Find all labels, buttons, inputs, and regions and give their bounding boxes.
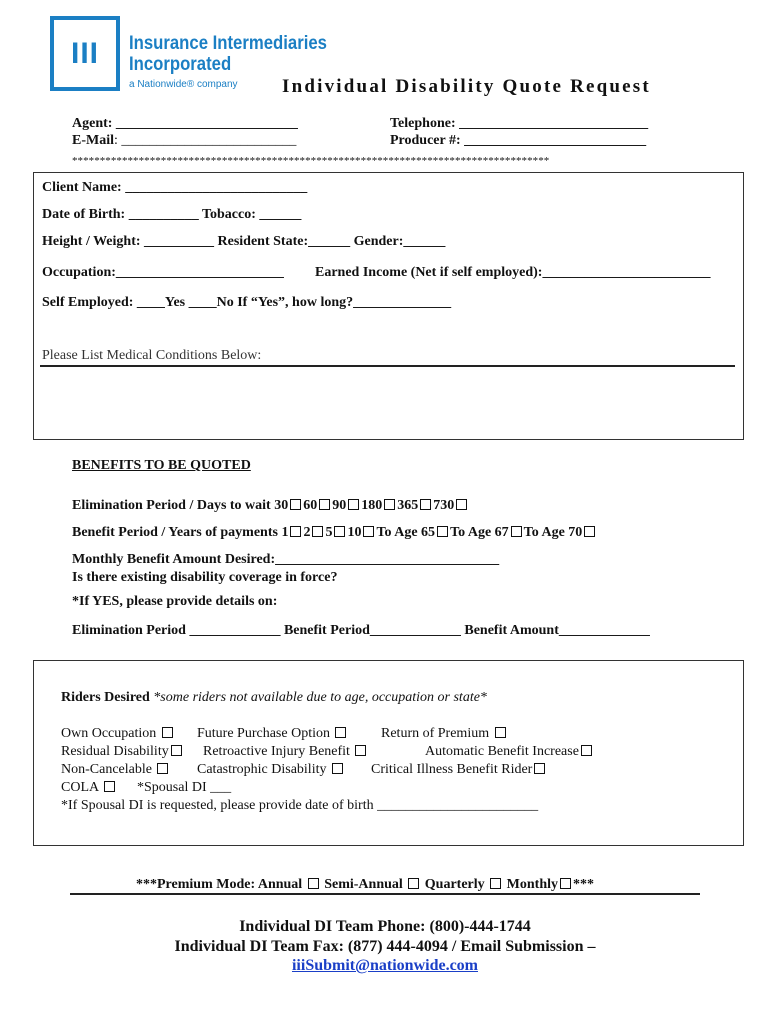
bp-opt-65: To Age 65 bbox=[376, 525, 436, 540]
rider-own-occupation bbox=[61, 726, 175, 742]
rider-noncancelable-label: Non-Cancelable bbox=[61, 762, 152, 777]
company-tagline: a Nationwide® company bbox=[129, 79, 238, 90]
submission-email-row bbox=[0, 957, 770, 975]
team-phone: Individual DI Team Phone: (800)-444-1744 bbox=[239, 918, 531, 935]
self-employed-field[interactable]: Self Employed: ____Yes ____No If “Yes”, how long?______________ bbox=[42, 295, 452, 310]
elim-checkbox-30[interactable] bbox=[290, 499, 301, 510]
medical-divider bbox=[40, 365, 735, 367]
premium-mode-annual-label: ***Premium Mode: Annual bbox=[136, 877, 303, 892]
client-name-field[interactable]: Client Name: __________________________ bbox=[42, 180, 308, 195]
company-name-line2: Incorporated bbox=[129, 54, 232, 75]
rider-own-occupation-label: Own Occupation bbox=[61, 726, 157, 741]
bp-checkbox-5[interactable] bbox=[334, 526, 345, 537]
rider-cola-label: COLA bbox=[61, 780, 99, 795]
bp-opt-10: 10 bbox=[347, 525, 362, 540]
height-weight-field[interactable]: Height / Weight: __________ Resident State:______ Gender:______ bbox=[42, 234, 446, 249]
premium-suffix: *** bbox=[573, 877, 594, 892]
rider-return-premium-checkbox[interactable] bbox=[495, 727, 506, 738]
email-label: E-Mail bbox=[72, 133, 114, 148]
elimination-row bbox=[72, 498, 469, 514]
medical-conditions-area[interactable] bbox=[40, 368, 735, 434]
elim-checkbox-365[interactable] bbox=[420, 499, 431, 510]
if-yes-instruction: *If YES, please provide details on: bbox=[72, 594, 278, 609]
company-logo bbox=[50, 16, 120, 91]
elim-opt-30: 30 bbox=[274, 498, 289, 513]
bp-opt-5: 5 bbox=[325, 525, 333, 540]
rider-return-premium bbox=[381, 726, 508, 742]
rider-retroactive-checkbox[interactable] bbox=[355, 745, 366, 756]
rider-cola-checkbox[interactable] bbox=[104, 781, 115, 792]
spousal-dob-field[interactable]: *If Spousal DI is requested, please provide date of birth _______________________ bbox=[61, 798, 539, 813]
rider-critical-illness-label: Critical Illness Benefit Rider bbox=[371, 762, 533, 777]
premium-quarterly-label: Quarterly bbox=[424, 877, 485, 892]
rider-residual bbox=[61, 744, 184, 760]
premium-monthly-checkbox[interactable] bbox=[560, 878, 571, 889]
elimination-label: Elimination Period / Days to wait bbox=[72, 498, 271, 513]
elim-opt-730: 730 bbox=[433, 498, 455, 513]
rider-future-purchase bbox=[197, 726, 348, 742]
rider-noncancelable-checkbox[interactable] bbox=[157, 763, 168, 774]
email-blank: : _________________________ bbox=[114, 133, 297, 148]
earned-income-field[interactable]: Earned Income (Net if self employed):________________________ bbox=[315, 265, 711, 280]
benefits-heading: BENEFITS TO BE QUOTED bbox=[72, 458, 251, 473]
elim-opt-60: 60 bbox=[303, 498, 318, 513]
rider-noncancelable bbox=[61, 762, 170, 778]
rider-future-purchase-label: Future Purchase Option bbox=[197, 726, 330, 741]
riders-label: Riders Desired bbox=[61, 690, 150, 705]
page-title: Individual Disability Quote Request bbox=[282, 76, 651, 97]
riders-note: *some riders not available due to age, occupation or state* bbox=[153, 690, 487, 705]
bp-opt-67: To Age 67 bbox=[450, 525, 509, 540]
producer-field[interactable]: Producer #: __________________________ bbox=[390, 133, 647, 148]
bp-checkbox-2[interactable] bbox=[312, 526, 323, 537]
rider-automatic-label: Automatic Benefit Increase bbox=[425, 744, 579, 759]
elim-opt-90: 90 bbox=[332, 498, 347, 513]
agent-field[interactable]: Agent: __________________________ bbox=[72, 116, 298, 131]
monthly-benefit-field[interactable]: Monthly Benefit Amount Desired:________________________________ bbox=[72, 552, 500, 567]
bp-opt-70: To Age 70 bbox=[523, 525, 583, 540]
medical-conditions-label: Please List Medical Conditions Below: bbox=[42, 348, 262, 363]
rider-residual-checkbox[interactable] bbox=[171, 745, 182, 756]
premium-divider bbox=[70, 893, 700, 895]
elim-opt-180: 180 bbox=[361, 498, 383, 513]
rider-spousal-di[interactable]: *Spousal DI ___ bbox=[137, 780, 232, 795]
existing-details-field[interactable]: Elimination Period _____________ Benefit Period_____________ Benefit Amount_____________ bbox=[72, 623, 650, 638]
elim-opt-365: 365 bbox=[397, 498, 419, 513]
team-fax: Individual DI Team Fax: (877) 444-4094 / Email Submission – bbox=[174, 938, 596, 955]
rider-critical-illness bbox=[371, 762, 547, 778]
telephone-field[interactable]: Telephone: ___________________________ bbox=[390, 116, 649, 131]
benefit-period-row bbox=[72, 525, 597, 541]
company-name-line1: Insurance Intermediaries bbox=[129, 33, 327, 54]
rider-catastrophic-checkbox[interactable] bbox=[332, 763, 343, 774]
rider-residual-label: Residual Disability bbox=[61, 744, 169, 759]
rider-catastrophic bbox=[197, 762, 345, 778]
premium-mode-row bbox=[136, 877, 594, 893]
elim-checkbox-90[interactable] bbox=[348, 499, 359, 510]
rider-critical-illness-checkbox[interactable] bbox=[534, 763, 545, 774]
bp-opt-2: 2 bbox=[303, 525, 311, 540]
rider-catastrophic-label: Catastrophic Disability bbox=[197, 762, 327, 777]
rider-retroactive-label: Retroactive Injury Benefit bbox=[203, 744, 350, 759]
bp-opt-1: 1 bbox=[281, 525, 289, 540]
logo-mark: III bbox=[70, 36, 99, 70]
dob-tobacco-field[interactable]: Date of Birth: __________ Tobacco: ______ bbox=[42, 207, 302, 222]
rider-automatic-checkbox[interactable] bbox=[581, 745, 592, 756]
existing-coverage-question: Is there existing disability coverage in force? bbox=[72, 570, 338, 585]
separator-stars: ************************************************************************************** bbox=[72, 155, 550, 167]
elim-checkbox-730[interactable] bbox=[456, 499, 467, 510]
bp-checkbox-1[interactable] bbox=[290, 526, 301, 537]
premium-semi-annual-label: Semi-Annual bbox=[324, 877, 403, 892]
premium-annual-checkbox[interactable] bbox=[308, 878, 319, 889]
riders-header bbox=[61, 690, 487, 706]
bp-checkbox-67[interactable] bbox=[511, 526, 522, 537]
email-field[interactable] bbox=[72, 133, 296, 149]
occupation-field[interactable]: Occupation:________________________ bbox=[42, 265, 284, 280]
rider-automatic bbox=[425, 744, 594, 760]
rider-future-purchase-checkbox[interactable] bbox=[335, 727, 346, 738]
bp-checkbox-65[interactable] bbox=[437, 526, 448, 537]
rider-return-premium-label: Return of Premium bbox=[381, 726, 490, 741]
rider-cola bbox=[61, 780, 117, 796]
elim-checkbox-180[interactable] bbox=[384, 499, 395, 510]
rider-own-occupation-checkbox[interactable] bbox=[162, 727, 173, 738]
premium-monthly-label: Monthly bbox=[506, 877, 558, 892]
elim-checkbox-60[interactable] bbox=[319, 499, 330, 510]
submission-email-link[interactable]: iiiSubmit@nationwide.com bbox=[291, 957, 478, 974]
benefit-period-label: Benefit Period / Years of payments bbox=[72, 525, 278, 540]
bp-checkbox-10[interactable] bbox=[363, 526, 374, 537]
premium-semi-annual-checkbox[interactable] bbox=[408, 878, 419, 889]
rider-retroactive bbox=[203, 744, 368, 760]
bp-checkbox-70[interactable] bbox=[584, 526, 595, 537]
premium-quarterly-checkbox[interactable] bbox=[490, 878, 501, 889]
